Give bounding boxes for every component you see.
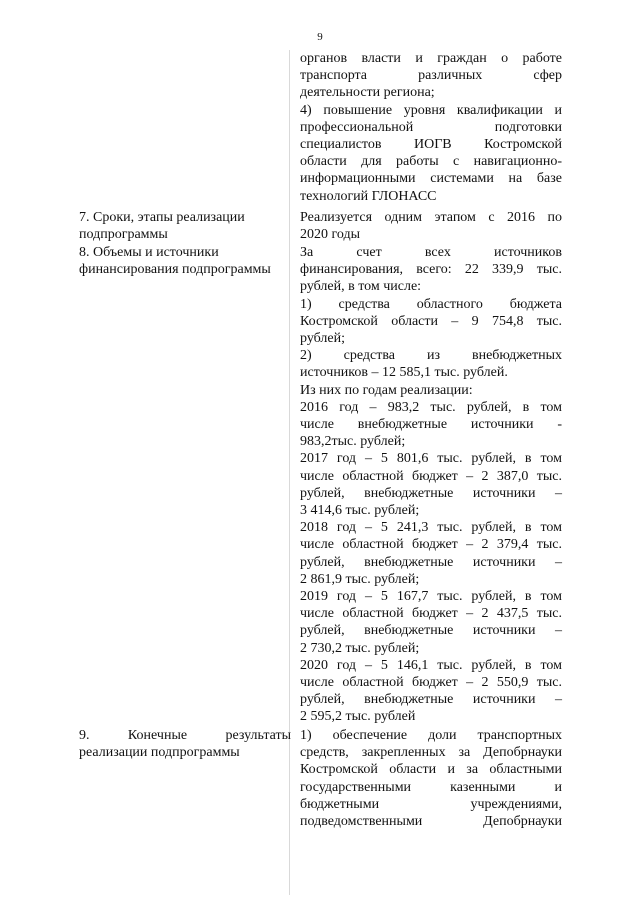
text-line: профессиональной подготовки <box>300 119 562 135</box>
text-line: подведомственными Депобрнауки <box>300 814 562 830</box>
text-line: Реализуется одним этапом с 2016 по <box>300 210 562 225</box>
text-line: 983,2тыс. рублей; <box>300 434 406 450</box>
text-line: финансирования, всего: 22 339,9 тыс. <box>300 262 562 278</box>
text-line: 2 861,9 тыс. рублей; <box>300 571 420 587</box>
text-line: 2) средства из внебюджетных <box>300 348 562 364</box>
text-line: 2 595,2 тыс. рублей <box>300 709 416 725</box>
section-7-value <box>300 209 562 243</box>
text-line: 2020 годы <box>300 227 361 243</box>
text-line: Костромской области и за областными <box>300 762 562 778</box>
text-line: транспорта различных сфер <box>300 68 562 84</box>
section-7-label <box>79 209 291 243</box>
text-line: рублей, внебюджетные источники – <box>300 623 562 639</box>
text-line: рублей, внебюджетные источники – <box>300 554 562 570</box>
text-line: источников – 12 585,1 тыс. рублей. <box>300 365 508 381</box>
text-line: технологий ГЛОНАСС <box>300 188 437 204</box>
text-line: 1) обеспечение доли транспортных <box>300 728 562 743</box>
text-line: числе областной бюджет – 2 437,5 тыс. <box>300 606 562 622</box>
label-line: подпрограммы <box>79 227 168 243</box>
section-9-value <box>300 727 562 830</box>
text-line: числе областной бюджет – 2 550,9 тыс. <box>300 675 562 691</box>
label-line: реализации подпрограммы <box>79 745 240 761</box>
section-8-value <box>300 244 562 726</box>
page-number: 9 <box>317 31 323 43</box>
label-line: 7. Сроки, этапы реализации <box>79 210 245 225</box>
column-separator <box>289 50 290 895</box>
text-line: органов власти и граждан о работе <box>300 51 562 66</box>
text-line: числе внебюджетные источники - <box>300 417 562 433</box>
text-line: специалистов ИОГВ Костромской <box>300 137 562 153</box>
text-line: 4) повышение уровня квалификации и <box>300 102 562 118</box>
text-line: 2 730,2 тыс. рублей; <box>300 640 420 656</box>
text-line: За счет всех источников <box>300 245 562 260</box>
text-line: бюджетными учреждениями, <box>300 796 562 812</box>
list-item-4 <box>300 102 562 205</box>
text-line: 2016 год – 983,2 тыс. рублей, в том <box>300 399 562 415</box>
text-line: государственными казенными и <box>300 779 562 795</box>
text-line: рублей, в том числе: <box>300 279 422 295</box>
text-line: информационными системами на базе <box>300 171 562 187</box>
text-line: рублей, внебюджетные источники – <box>300 692 562 708</box>
text-line: 2020 год – 5 146,1 тыс. рублей, в том <box>300 657 562 673</box>
label-line: 9. Конечные результаты <box>79 728 291 743</box>
label-line: финансирования подпрограммы <box>79 262 271 278</box>
section-8-label <box>79 244 291 278</box>
text-line: Из них по годам реализации: <box>300 382 473 398</box>
section-continuation-value <box>300 50 562 205</box>
text-line: рублей; <box>300 331 345 347</box>
text-line: 2018 год – 5 241,3 тыс. рублей, в том <box>300 520 562 536</box>
section-9-label <box>79 727 291 761</box>
label-line: 8. Объемы и источники <box>79 245 219 260</box>
text-line: 2017 год – 5 801,6 тыс. рублей, в том <box>300 451 562 467</box>
text-line: числе областной бюджет – 2 387,0 тыс. <box>300 468 562 484</box>
text-line: числе областной бюджет – 2 379,4 тыс. <box>300 537 562 553</box>
text-line: рублей, внебюджетные источники – <box>300 485 562 501</box>
text-line: области для работы с навигационно- <box>300 154 562 170</box>
text-line: Костромской области – 9 754,8 тыс. <box>300 313 562 329</box>
continuation-paragraph <box>300 50 562 102</box>
text-line: 3 414,6 тыс. рублей; <box>300 503 420 519</box>
text-line: 1) средства областного бюджета <box>300 296 562 312</box>
text-line: деятельности региона; <box>300 85 435 101</box>
text-line: средств, закрепленных за Депобрнауки <box>300 745 562 761</box>
text-line: 2019 год – 5 167,7 тыс. рублей, в том <box>300 589 562 605</box>
